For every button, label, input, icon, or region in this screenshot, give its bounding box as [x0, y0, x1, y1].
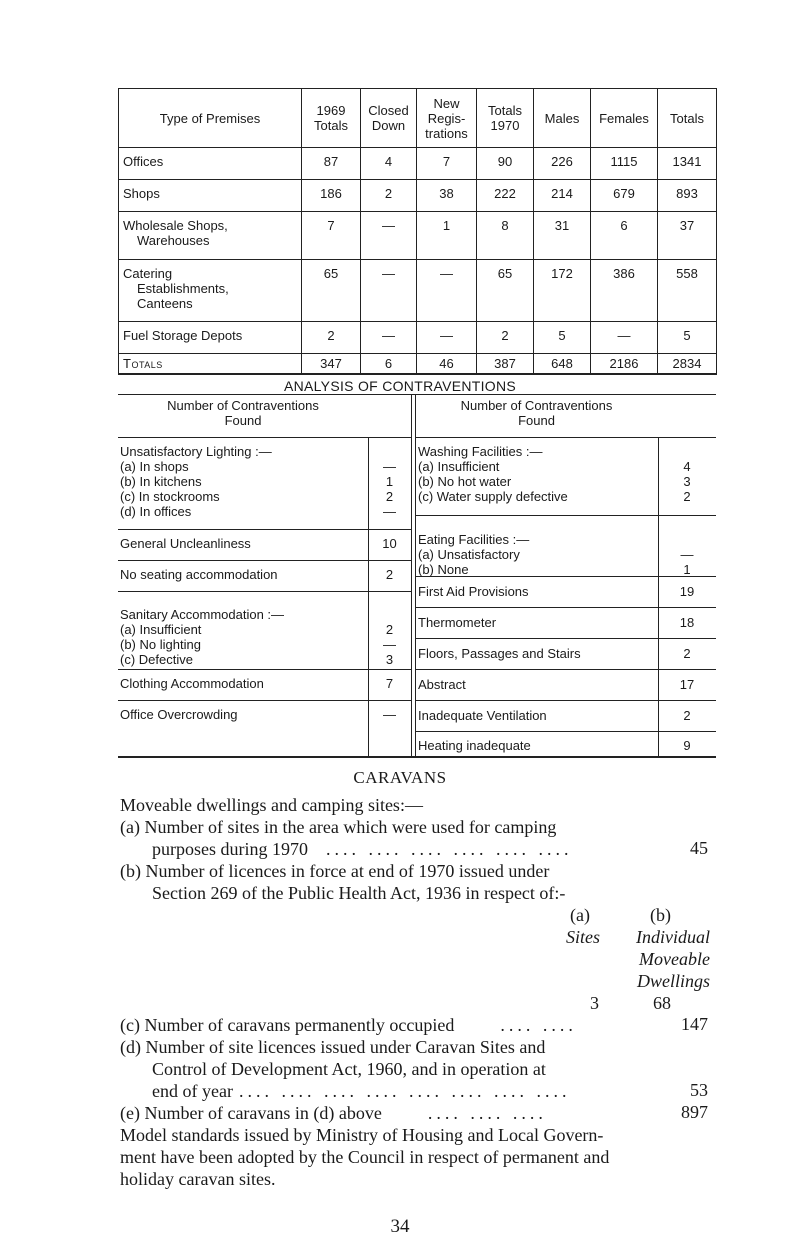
totals-value-cell: 6 [361, 354, 417, 374]
first-aid-value: 19 [679, 584, 695, 599]
premises-value-cell: 7 [302, 212, 361, 260]
premises-value-cell: 2 [477, 322, 534, 354]
sanitary-label: Sanitary Accommodation :— [120, 607, 285, 622]
premises-value-cell: 38 [417, 180, 477, 212]
premises-value-cell: 558 [658, 260, 717, 322]
premises-value-cell: 222 [477, 180, 534, 212]
header-females: Females [591, 89, 658, 148]
header-type: Type of Premises [119, 89, 302, 148]
premises-value-cell: 4 [361, 148, 417, 180]
premises-value-cell: — [417, 322, 477, 354]
b-col-b: (b) [650, 905, 671, 925]
overcrowding-value: — [383, 707, 396, 722]
washing-group [418, 444, 656, 504]
premises-value-cell: 8 [477, 212, 534, 260]
clothing-value: 7 [385, 676, 394, 691]
washing-label: Washing Facilities :— [418, 444, 543, 459]
washing-value-a: 4 [683, 459, 691, 474]
premises-value-cell: 90 [477, 148, 534, 180]
premises-value-cell: 214 [534, 180, 591, 212]
premises-value-cell: 5 [534, 322, 591, 354]
abstract-value: 17 [679, 677, 695, 692]
premises-value-cell: 31 [534, 212, 591, 260]
premises-value-cell: 1115 [591, 148, 658, 180]
eating-values [658, 547, 716, 577]
lighting-item-c: (c) In stockrooms [120, 489, 220, 504]
premises-value-cell: 7 [417, 148, 477, 180]
totals-value-cell: 387 [477, 354, 534, 374]
table-row [119, 148, 717, 180]
table-row [119, 322, 717, 354]
premises-value-cell: 679 [591, 180, 658, 212]
totals-value-cell: 46 [417, 354, 477, 374]
item-d-line2: Control of Development Act, 1960, and in operation at [152, 1059, 546, 1079]
premises-header-row [119, 89, 717, 148]
first-aid-label: First Aid Provisions [418, 584, 529, 599]
item-d-text: end of year [152, 1081, 233, 1101]
lighting-item-a: (a) In shops [120, 459, 189, 474]
item-b-line2: Section 269 of the Public Health Act, 1936 in respect of:- [152, 883, 566, 903]
heating-value: 9 [683, 738, 691, 753]
b-dwell-3: Dwellings [636, 971, 710, 991]
premises-value-cell: 2 [361, 180, 417, 212]
eating-value-a: — [680, 547, 694, 562]
lighting-value-d: — [383, 504, 396, 519]
sanitary-value-b: — [383, 637, 396, 652]
totals-value-cell: 347 [302, 354, 361, 374]
abstract-label: Abstract [418, 677, 466, 692]
header-1970: Totals 1970 [477, 89, 534, 148]
item-d-value: 53 [690, 1080, 708, 1100]
item-d-line3: end of year .... .... .... .... .... .... .... .... [152, 1081, 571, 1101]
totals-value-cell: 2834 [658, 354, 717, 374]
caravans-title: CARAVANS [353, 768, 447, 787]
model-line1: Model standards issued by Ministry of Housing and Local Govern- [120, 1125, 604, 1145]
header-closed: Closed Down [361, 89, 417, 148]
sanitary-item-c: (c) Defective [120, 652, 193, 667]
lighting-group [120, 444, 366, 519]
sanitary-item-b: (b) No lighting [120, 637, 201, 652]
premises-value-cell: 65 [477, 260, 534, 322]
premises-type-cell: Wholesale Shops, Warehouses [119, 212, 302, 260]
contra-header-right: Number of Contraventions Found [460, 398, 613, 428]
washing-item-a: (a) Insufficient [418, 459, 500, 474]
washing-value-c: 2 [683, 489, 691, 504]
premises-value-cell: 893 [658, 180, 717, 212]
premises-value-cell: 65 [302, 260, 361, 322]
washing-item-c: (c) Water supply defective [418, 489, 568, 504]
eating-group [418, 532, 656, 577]
eating-item-b: (b) None [418, 562, 469, 577]
sanitary-group [120, 607, 366, 667]
premises-value-cell: — [361, 260, 417, 322]
eating-item-a: (a) Unsatisfactory [418, 547, 520, 562]
washing-item-b: (b) No hot water [418, 474, 512, 489]
heating-label: Heating inadequate [418, 738, 531, 753]
lighting-value-a: — [383, 459, 396, 474]
b-value-b: 68 [653, 993, 671, 1013]
contraventions-table [118, 394, 716, 758]
lighting-label: Unsatisfactory Lighting :— [120, 444, 272, 459]
premises-value-cell: — [591, 322, 658, 354]
analysis-title: ANALYSIS OF CONTRAVENTIONS [283, 378, 517, 394]
b-dwell-2: Moveable [639, 949, 710, 969]
premises-value-cell: 226 [534, 148, 591, 180]
washing-values [658, 459, 716, 504]
lighting-item-b: (b) In kitchens [120, 474, 202, 489]
eating-value-b: 1 [683, 562, 691, 577]
washing-value-b: 3 [683, 474, 691, 489]
premises-type-cell: Offices [119, 148, 302, 180]
premises-value-cell: 186 [302, 180, 361, 212]
floors-value: 2 [683, 646, 691, 661]
b-sites: Sites [566, 927, 600, 947]
item-a-line2-text: purposes during 1970 [152, 839, 308, 859]
premises-value-cell: 37 [658, 212, 717, 260]
ventilation-value: 2 [683, 708, 691, 723]
floors-label: Floors, Passages and Stairs [418, 646, 581, 661]
sanitary-values [368, 622, 411, 667]
eating-label: Eating Facilities :— [418, 532, 530, 547]
sanitary-value-a: 2 [385, 622, 394, 637]
item-e-value: 897 [681, 1102, 708, 1122]
premises-value-cell: 1 [417, 212, 477, 260]
premises-value-cell: — [361, 322, 417, 354]
item-c-line: (c) Number of caravans permanently occupied .... .... [120, 1015, 577, 1035]
item-a-line2: purposes during 1970 .... .... .... .... .... .... [152, 839, 573, 859]
premises-value-cell: 5 [658, 322, 717, 354]
overcrowding-label: Office Overcrowding [120, 707, 238, 722]
item-e-text: (e) Number of caravans in (d) above [120, 1103, 382, 1123]
thermometer-label: Thermometer [418, 615, 497, 630]
premises-value-cell: — [417, 260, 477, 322]
lighting-value-c: 2 [385, 489, 394, 504]
page-number: 34 [390, 1216, 410, 1237]
seating-value: 2 [385, 567, 394, 582]
premises-type-cell: Catering Establishments, Canteens [119, 260, 302, 322]
clothing-label: Clothing Accommodation [120, 676, 264, 691]
header-males: Males [534, 89, 591, 148]
caravans-intro: Moveable dwellings and camping sites:— [120, 795, 423, 815]
sanitary-item-a: (a) Insufficient [120, 622, 202, 637]
header-1969: 1969 Totals [302, 89, 361, 148]
item-c-text: (c) Number of caravans permanently occupied [120, 1015, 455, 1035]
premises-type-cell: Shops [119, 180, 302, 212]
premises-value-cell: 2 [302, 322, 361, 354]
item-d-line1: (d) Number of site licences issued under Caravan Sites and [120, 1037, 546, 1057]
seating-label: No seating accommodation [120, 567, 278, 582]
lighting-item-d: (d) In offices [120, 504, 192, 519]
premises-value-cell: 386 [591, 260, 658, 322]
header-totals: Totals [658, 89, 717, 148]
model-line2: ment have been adopted by the Council in respect of permanent and [120, 1147, 610, 1167]
item-b-line1: (b) Number of licences in force at end of 1970 issued under [120, 861, 550, 881]
table-row [119, 180, 717, 212]
totals-value-cell: 2186 [591, 354, 658, 374]
item-c-value: 147 [681, 1014, 708, 1034]
totals-row [119, 354, 717, 374]
b-dwell-1: Individual [636, 927, 710, 947]
thermometer-value: 18 [679, 615, 695, 630]
table-row [119, 212, 717, 260]
lighting-values [368, 459, 411, 519]
premises-table [118, 88, 717, 375]
table-row [119, 260, 717, 322]
item-a-value: 45 [690, 838, 708, 858]
premises-value-cell: — [361, 212, 417, 260]
ventilation-label: Inadequate Ventilation [418, 708, 547, 723]
premises-value-cell: 172 [534, 260, 591, 322]
b-value-a: 3 [590, 993, 599, 1013]
lighting-value-b: 1 [385, 474, 394, 489]
uncleanliness-label: General Uncleanliness [120, 536, 251, 551]
premises-value-cell: 87 [302, 148, 361, 180]
item-e-line: (e) Number of caravans in (d) above .... .... .... [120, 1103, 547, 1123]
premises-type-cell: Fuel Storage Depots [119, 322, 302, 354]
item-a-line1: (a) Number of sites in the area which were used for camping [120, 817, 557, 837]
contra-header-left: Number of Contraventions Found [167, 398, 319, 428]
totals-value-cell: 648 [534, 354, 591, 374]
uncleanliness-value: 10 [382, 536, 397, 551]
premises-value-cell: 6 [591, 212, 658, 260]
b-col-a: (a) [570, 905, 590, 925]
model-line3: holiday caravan sites. [120, 1169, 276, 1189]
totals-label: Totals [119, 354, 302, 374]
premises-body [119, 148, 717, 374]
sanitary-value-c: 3 [385, 652, 394, 667]
header-new: New Regis- trations [417, 89, 477, 148]
premises-value-cell: 1341 [658, 148, 717, 180]
